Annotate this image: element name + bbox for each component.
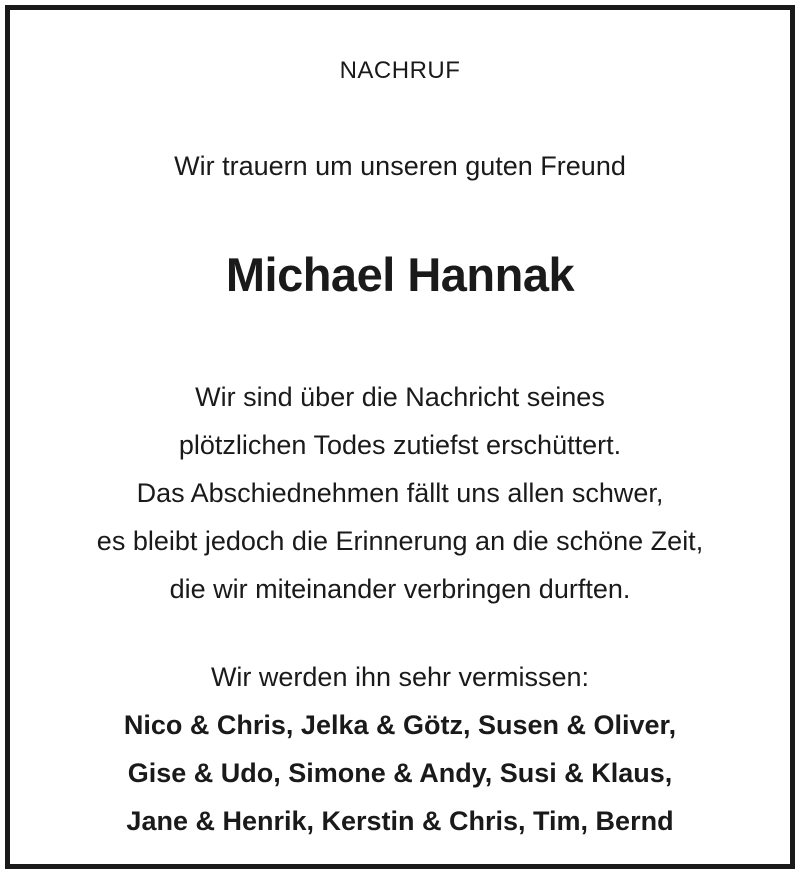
message-line: es bleibt jedoch die Erinnerung an die schöne Zeit, xyxy=(96,526,704,556)
message-line: die wir miteinander verbringen durften. xyxy=(169,574,631,604)
deceased-name: Michael Hannak xyxy=(225,248,575,301)
signers-line: Gise & Udo, Simone & Andy, Susi & Klaus, xyxy=(127,758,673,788)
signers-line: Jane & Henrik, Kerstin & Chris, Tim, Bernd xyxy=(126,806,674,836)
obituary-frame xyxy=(5,5,795,869)
message-line: plötzlichen Todes zutiefst erschüttert. xyxy=(178,430,622,460)
message-line: Wir sind über die Nachricht seines xyxy=(195,382,605,412)
condolence-message xyxy=(10,373,790,613)
signers-list xyxy=(10,701,790,845)
intro-line: Wir trauern um unseren guten Freund xyxy=(174,151,626,181)
message-line: Das Abschiednehmen fällt uns allen schwer, xyxy=(136,478,664,508)
notice-heading: NACHRUF xyxy=(339,57,461,84)
closing-line: Wir werden ihn sehr vermissen: xyxy=(210,662,590,692)
signers-line: Nico & Chris, Jelka & Götz, Susen & Oliver, xyxy=(123,710,677,740)
